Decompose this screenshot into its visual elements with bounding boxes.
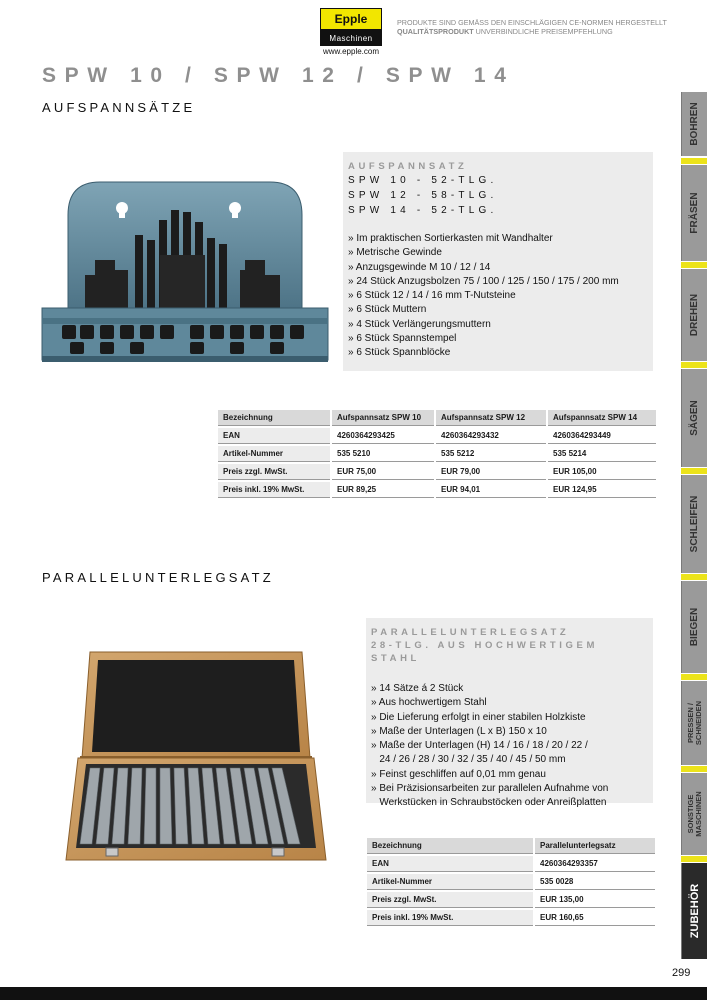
- feature-item: » Feinst geschliffen auf 0,01 mm genau: [371, 768, 546, 780]
- feature-item: » 6 Stück 12 / 14 / 16 mm T-Nutsteine: [348, 290, 516, 302]
- page-number: 299: [672, 967, 691, 979]
- tab-label: DREHEN: [688, 293, 700, 337]
- feature-item: » Aus hochwertigem Stahl: [371, 697, 487, 709]
- table-row: [218, 446, 656, 462]
- feature-item: » Im praktischen Sortierkasten mit Wandhalter: [348, 233, 553, 244]
- feature-item: » Bei Präzisionsarbeiten zur parallelen Aufnahme von: [371, 783, 609, 795]
- footer-bar: [0, 987, 707, 1000]
- tab-fraesen[interactable]: [681, 165, 707, 261]
- table-row: [218, 428, 656, 444]
- table-cell: 535 5214: [548, 446, 656, 462]
- table-cell-label: Preis zzgl. MwSt.: [367, 892, 533, 908]
- table-header-row: [367, 838, 655, 854]
- header-line-2-bold: QUALITÄTSPRODUKT: [397, 27, 474, 36]
- feature-item: » 4 Stück Verlängerungsmuttern: [348, 318, 491, 330]
- feature-item: » Metrische Gewinde: [348, 247, 442, 259]
- table-header-cell: Aufspannsatz SPW 12: [436, 410, 546, 426]
- table-row: [367, 874, 655, 890]
- table-cell: EUR 79,00: [436, 464, 546, 480]
- feature-item: » Maße der Unterlagen (L x B) 150 x 10: [371, 725, 547, 737]
- section-title-aufspannsaetze: AUFSPANNSÄTZE: [42, 100, 196, 115]
- table-row: [367, 892, 655, 908]
- feature-item: » 24 Stück Anzugsbolzen 75 / 100 / 125 / 150 / 175 / 200 mm: [348, 275, 619, 287]
- tab-separator: [681, 262, 707, 268]
- feature-item: » 6 Stück Spannstempel: [348, 333, 457, 345]
- table-cell: EUR 135,00: [535, 892, 655, 908]
- table-cell-label: EAN: [218, 428, 330, 444]
- tab-separator: [681, 158, 707, 164]
- tab-label: SONSTIGE MASCHINEN: [685, 791, 703, 837]
- table-cell-label: Artikel-Nummer: [218, 446, 330, 462]
- feature-item: Werkstücken in Schraubstöcken oder Anreißplatten: [371, 797, 607, 809]
- table-row: [367, 910, 655, 926]
- feature-item: » Anzugsgewinde M 10 / 12 / 14: [348, 261, 491, 273]
- table-cell: 4260364293449: [548, 428, 656, 444]
- table-cell: 535 5210: [332, 446, 434, 462]
- table-cell: 4260364293432: [436, 428, 546, 444]
- feature-item: » Maße der Unterlagen (H) 14 / 16 / 18 / 20 / 22 /: [371, 740, 588, 752]
- tab-bohren[interactable]: [681, 92, 707, 156]
- tab-separator: [681, 766, 707, 772]
- table-header-row: [218, 410, 656, 426]
- table-cell-label: Preis inkl. 19% MwSt.: [218, 482, 330, 498]
- epple-logo: [320, 8, 382, 56]
- tab-sonstige-maschinen[interactable]: [681, 773, 707, 855]
- table-row: [218, 464, 656, 480]
- page-title: SPW 10 / SPW 12 / SPW 14: [42, 64, 515, 87]
- table-header-cell: Parallelunterlegsatz: [535, 838, 655, 854]
- tab-separator: [681, 856, 707, 862]
- table-header-cell: Aufspannsatz SPW 14: [548, 410, 656, 426]
- spec-table-aufspannsatz: [216, 408, 658, 500]
- product-info-box-aufspannsatz: [343, 152, 653, 371]
- tab-pressen-schneiden[interactable]: [681, 681, 707, 765]
- table-cell: EUR 124,95: [548, 482, 656, 498]
- table-cell: EUR 75,00: [332, 464, 434, 480]
- spec-table-parallelunterlegsatz: [365, 836, 657, 928]
- box-subheading: 28-TLG. AUS HOCHWERTIGEM STAHL: [371, 640, 598, 664]
- table-cell: 535 0028: [535, 874, 655, 890]
- tab-saegen[interactable]: [681, 369, 707, 467]
- header-line-1: PRODUKTE SIND GEMÄSS DEN EINSCHLÄGIGEN CE-NORMEN HERGESTELLT: [397, 18, 667, 27]
- tab-drehen[interactable]: [681, 269, 707, 361]
- box-heading: AUFSPANNSATZ: [348, 161, 468, 172]
- tab-label: BOHREN: [688, 102, 700, 146]
- clamping-kit-image: [40, 180, 330, 370]
- model-item: SPW 14 - 52-TLG.: [348, 205, 498, 216]
- table-cell-label: Preis zzgl. MwSt.: [218, 464, 330, 480]
- logo-url: www.epple.com: [322, 47, 380, 56]
- tab-separator: [681, 574, 707, 580]
- box-heading: PARALLELUNTERLEGSATZ: [371, 627, 570, 638]
- model-item: SPW 12 - 58-TLG.: [348, 190, 498, 201]
- header-notice: [397, 18, 667, 36]
- table-cell: EUR 94,01: [436, 482, 546, 498]
- table-cell-label: Preis inkl. 19% MwSt.: [367, 910, 533, 926]
- table-row: [367, 856, 655, 872]
- feature-item: 24 / 26 / 28 / 30 / 32 / 35 / 40 / 45 / 50 mm: [371, 754, 566, 766]
- tab-separator: [681, 362, 707, 368]
- table-cell-label: EAN: [367, 856, 533, 872]
- tab-biegen[interactable]: [681, 581, 707, 673]
- feature-list: [348, 232, 648, 361]
- table-header-cell: Aufspannsatz SPW 10: [332, 410, 434, 426]
- model-list: [348, 173, 648, 218]
- feature-item: » 6 Stück Spannblöcke: [348, 347, 451, 359]
- tab-separator: [681, 674, 707, 680]
- table-cell-label: Artikel-Nummer: [367, 874, 533, 890]
- header-line-2: [397, 27, 667, 36]
- tab-label: SÄGEN: [688, 400, 700, 436]
- tab-label: ZUBEHÖR: [688, 883, 701, 939]
- feature-list: [371, 682, 648, 811]
- table-cell: 4260364293425: [332, 428, 434, 444]
- tab-label: FRÄSEN: [688, 192, 700, 234]
- tab-label: PRESSEN / SCHNEIDEN: [685, 700, 703, 746]
- model-item: SPW 10 - 52-TLG.: [348, 175, 498, 186]
- tab-schleifen[interactable]: [681, 475, 707, 573]
- table-header-cell: Bezeichnung: [218, 410, 330, 426]
- table-cell: EUR 160,65: [535, 910, 655, 926]
- table-header-cell: Bezeichnung: [367, 838, 533, 854]
- tab-label: BIEGEN: [688, 607, 700, 647]
- table-cell: EUR 89,25: [332, 482, 434, 498]
- feature-item: » 6 Stück Muttern: [348, 304, 427, 316]
- section-title-parallelunterlegsatz: PARALLELUNTERLEGSATZ: [42, 570, 274, 585]
- table-cell: EUR 105,00: [548, 464, 656, 480]
- table-row: [218, 482, 656, 498]
- tab-label: SCHLEIFEN: [688, 495, 700, 553]
- parallel-set-image: [62, 650, 330, 875]
- feature-item: » Die Lieferung erfolgt in einer stabilen Holzkiste: [371, 711, 586, 723]
- logo-brand: Epple: [320, 8, 382, 30]
- table-cell: 535 5212: [436, 446, 546, 462]
- header-line-2-rest: UNVERBINDLICHE PREISEMPFEHLUNG: [473, 27, 613, 36]
- feature-item: » 14 Sätze á 2 Stück: [371, 683, 464, 694]
- product-info-box-parallelunterlegsatz: [366, 618, 653, 809]
- table-cell: 4260364293357: [535, 856, 655, 872]
- tab-zubehoer[interactable]: [681, 863, 707, 959]
- tab-separator: [681, 468, 707, 474]
- logo-sub: Maschinen: [320, 30, 382, 46]
